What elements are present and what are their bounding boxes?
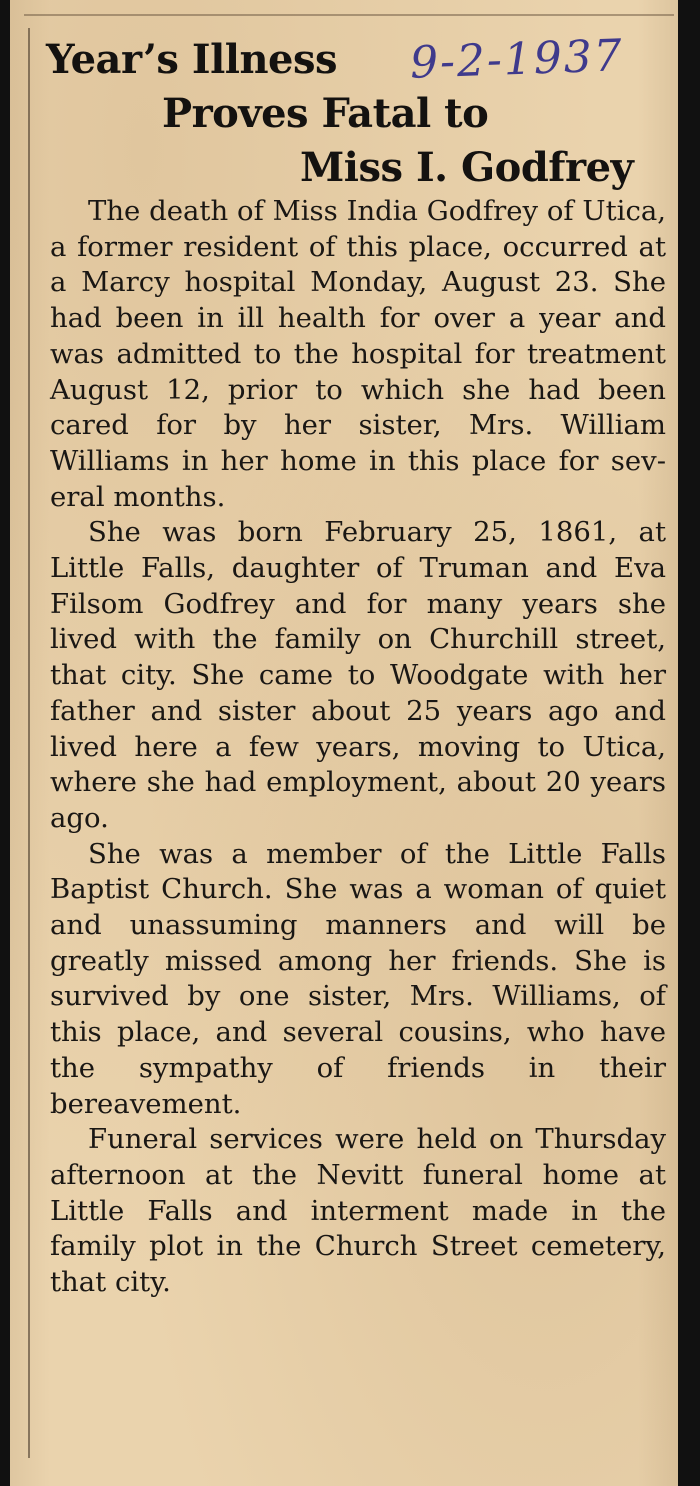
paragraph-1: The death of Miss India Godfrey of Utica, a former resident of this place, occurred at a Marcy hospital Monday, August 23. She had been in ill health for over a year and was admitted to the hospital for treatment August 12, prior to which she had been cared for by her sister, Mrs. William Williams in her home in this place for several months.: [50, 195, 666, 513]
article-body: [50, 194, 666, 1301]
paragraph-3: She was a member of the Little Falls Baptist Church. She was a woman of quiet and unassuming manners and will be greatly missed among her friends. She is survived by one sister, Mrs. Williams, of this place, and several cousins, who have the sympathy of friends in their bereavement.: [50, 837, 666, 1120]
headline-line-1: Year’s Illness: [46, 36, 338, 83]
paragraph-2: She was born February 25, 1861, at Little Falls, daughter of Truman and Eva Filsom Godfrey and for many years she lived with the family on Churchill street, that city. She came to Woodgate with her father and sister about 25 years ago and lived here a few years, moving to Utica, where she had employment, about 20 years ago.: [50, 516, 666, 834]
column-rule: [28, 28, 30, 1458]
top-rule: [24, 14, 674, 16]
newspaper-clipping: [10, 0, 678, 1486]
headline-line-3: Miss I. Godfrey: [300, 144, 634, 191]
handwritten-date: 9-2-1937: [409, 30, 625, 89]
paragraph-4: Funeral services were held on Thursday afternoon at the Nevitt funeral home at Little Falls and interment made in the family plot in the Church Street cemetery, that city.: [50, 1123, 666, 1299]
headline-line-2: Proves Fatal to: [162, 90, 489, 137]
